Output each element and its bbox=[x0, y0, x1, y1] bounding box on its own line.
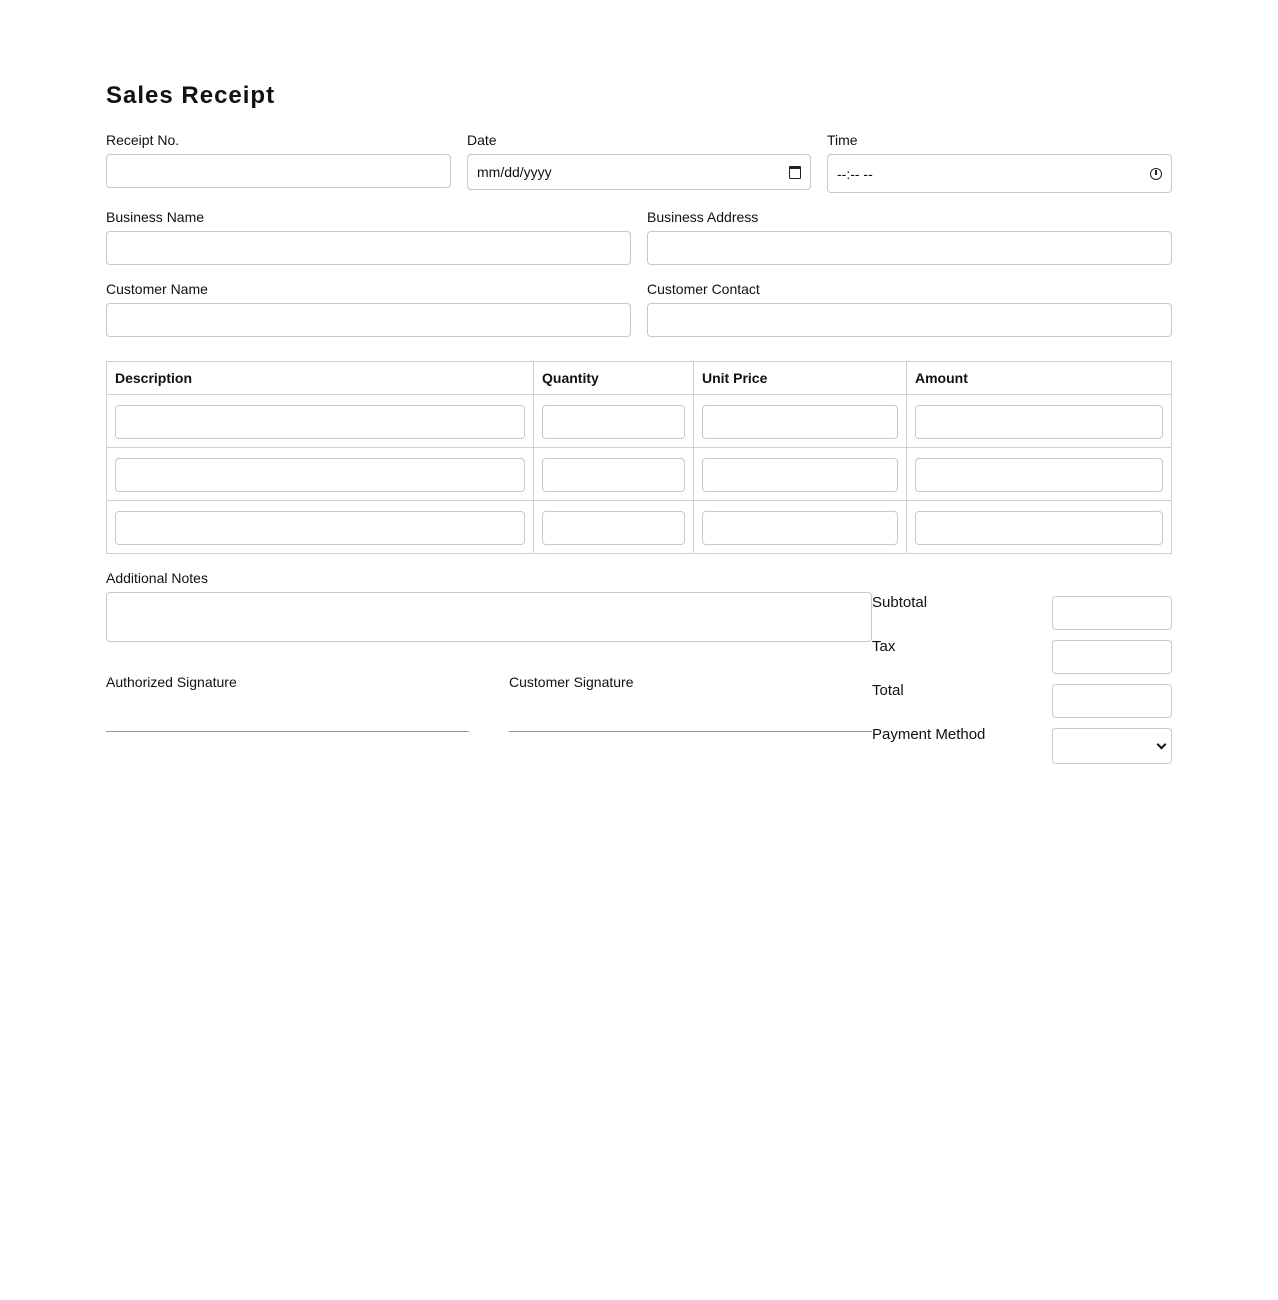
description-input[interactable] bbox=[115, 511, 525, 545]
header-unit-price: Unit Price bbox=[694, 362, 907, 395]
date-placeholder: mm/dd/yyyy bbox=[477, 164, 552, 180]
business-address-label: Business Address bbox=[647, 209, 759, 225]
unit-price-input[interactable] bbox=[702, 405, 898, 439]
time-label: Time bbox=[827, 132, 858, 148]
table-row bbox=[107, 395, 1172, 448]
customer-signature-label: Customer Signature bbox=[509, 674, 634, 690]
quantity-input[interactable] bbox=[542, 511, 685, 545]
payment-method-label: Payment Method bbox=[872, 726, 986, 743]
page-title: Sales Receipt bbox=[106, 82, 276, 109]
time-input[interactable] bbox=[827, 154, 1172, 193]
business-address-input[interactable] bbox=[647, 231, 1172, 265]
authorized-signature-label: Authorized Signature bbox=[106, 674, 237, 690]
unit-price-input[interactable] bbox=[702, 511, 898, 545]
date-label: Date bbox=[467, 132, 497, 148]
receipt-no-label: Receipt No. bbox=[106, 132, 180, 148]
date-input[interactable] bbox=[467, 154, 811, 190]
header-description: Description bbox=[107, 362, 534, 395]
amount-input[interactable] bbox=[915, 405, 1163, 439]
customer-name-input[interactable] bbox=[106, 303, 631, 337]
notes-textarea[interactable] bbox=[106, 592, 872, 642]
notes-label: Additional Notes bbox=[106, 570, 208, 586]
description-input[interactable] bbox=[115, 458, 525, 492]
business-name-input[interactable] bbox=[106, 231, 631, 265]
unit-price-input[interactable] bbox=[702, 458, 898, 492]
chevron-down-icon bbox=[1157, 740, 1167, 750]
customer-signature-line[interactable] bbox=[509, 731, 872, 732]
customer-contact-input[interactable] bbox=[647, 303, 1172, 337]
authorized-signature-line[interactable] bbox=[106, 731, 469, 732]
receipt-no-input[interactable] bbox=[106, 154, 451, 188]
customer-name-label: Customer Name bbox=[106, 281, 208, 297]
subtotal-input[interactable] bbox=[1052, 596, 1172, 630]
total-input[interactable] bbox=[1052, 684, 1172, 718]
clock-icon[interactable] bbox=[1150, 168, 1162, 180]
table-row bbox=[107, 448, 1172, 501]
calendar-icon[interactable] bbox=[789, 166, 801, 179]
tax-input[interactable] bbox=[1052, 640, 1172, 674]
total-label: Total bbox=[872, 682, 904, 699]
description-input[interactable] bbox=[115, 405, 525, 439]
payment-method-select[interactable] bbox=[1052, 728, 1172, 764]
amount-input[interactable] bbox=[915, 511, 1163, 545]
table-row bbox=[107, 501, 1172, 554]
business-name-label: Business Name bbox=[106, 209, 205, 225]
items-table bbox=[106, 361, 1172, 554]
quantity-input[interactable] bbox=[542, 458, 685, 492]
subtotal-label: Subtotal bbox=[872, 594, 928, 611]
time-placeholder: --:-- -- bbox=[837, 165, 873, 182]
quantity-input[interactable] bbox=[542, 405, 685, 439]
header-quantity: Quantity bbox=[534, 362, 694, 395]
amount-input[interactable] bbox=[915, 458, 1163, 492]
customer-contact-label: Customer Contact bbox=[647, 281, 760, 297]
tax-label: Tax bbox=[872, 638, 896, 655]
header-amount: Amount bbox=[907, 362, 1172, 395]
